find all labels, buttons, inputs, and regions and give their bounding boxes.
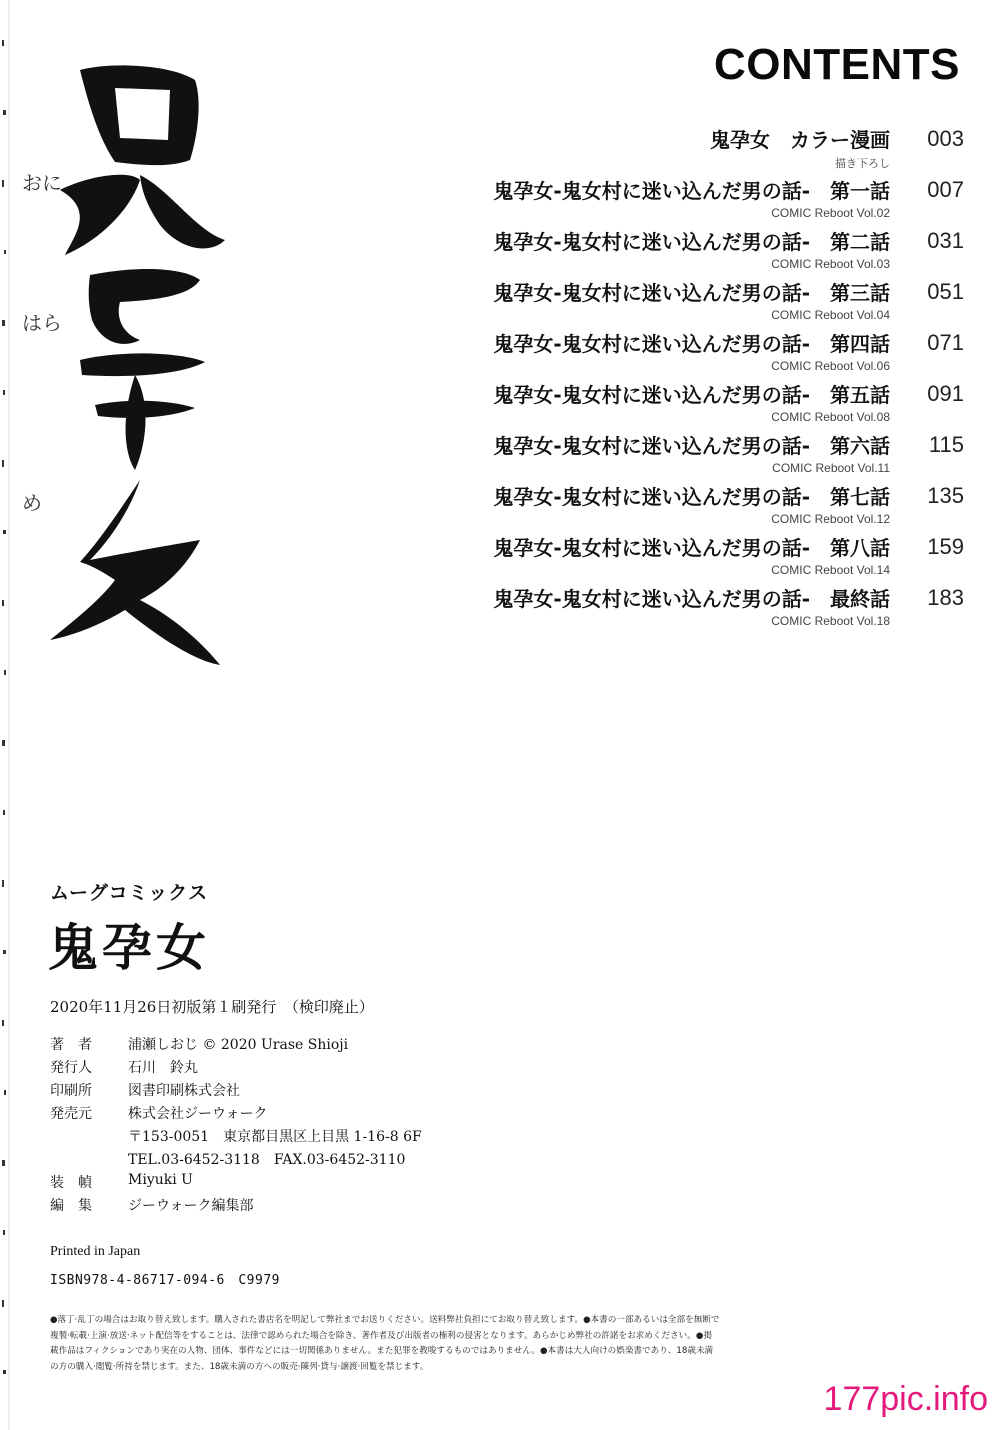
toc-entry: [440, 426, 970, 477]
toc-entry: [440, 324, 970, 375]
toc-entry-title: 鬼孕女-鬼女村に迷い込んだ男の話- 第二話: [493, 230, 890, 254]
toc-entry-page: 183: [927, 585, 964, 610]
toc-entry-page: 007: [927, 177, 964, 202]
printed-in: Printed in Japan: [50, 1244, 141, 1259]
toc-entry: [440, 477, 970, 528]
reading-hara: はら: [22, 311, 62, 335]
contents-heading: CONTENTS: [714, 40, 960, 89]
toc-entry-source: COMIC Reboot Vol.11: [772, 461, 890, 475]
toc-entry-page: 003: [927, 126, 964, 151]
toc-entry-title: 鬼孕女-鬼女村に迷い込んだ男の話- 第一話: [493, 179, 890, 203]
watermark: 177pic.info: [823, 1380, 988, 1418]
toc-entry-page: 091: [927, 381, 964, 406]
toc-entry-source: 描き下ろし: [835, 157, 890, 170]
toc-entry-title: 鬼孕女-鬼女村に迷い込んだ男の話- 第八話: [493, 536, 890, 560]
credit-label: 印刷所: [50, 1083, 92, 1099]
credit-row: [50, 1103, 550, 1126]
toc-entry: [440, 528, 970, 579]
toc-entry-source: COMIC Reboot Vol.03: [771, 257, 890, 271]
toc-entry-title: 鬼孕女-鬼女村に迷い込んだ男の話- 第四話: [493, 332, 890, 356]
toc-entry: [440, 273, 970, 324]
publication-date: 2020年11月26日初版第１刷発行 （検印廃止）: [50, 998, 374, 1016]
calligraphy-title: [20, 40, 235, 670]
credit-label: 著 者: [50, 1037, 92, 1053]
toc-entry-source: COMIC Reboot Vol.06: [771, 359, 890, 373]
toc-entry-source: COMIC Reboot Vol.08: [771, 410, 890, 424]
binding-edge: [0, 0, 14, 1430]
toc-entry-page: 159: [927, 534, 964, 559]
legal-notice: ●落丁·乱丁の場合はお取り替え致します。購入された書店名を明記して弊社までお送りください。送料弊社負担にてお取り替え致します。●本書の一部あるいは全部を無断で複製·転載·上演·放送·ネット配信等をすることは、法律で認められた場合を除き、著作者及び出版者の権利の侵害となります。あらかじめ弊社の許諾をお求めください。●掲載作品はフィクションであり実在の人物、団体、事件などには一切関係ありません。また犯罪を教唆するものではありません。●本書は大人向けの娯楽書であり、18歳未満の方の購入·閲覧·所持を禁じます。また、18歳未満の方への販売·陳列·貸与·譲渡·回覧を禁じます。: [50, 1315, 720, 1372]
toc-entry-page: 031: [927, 228, 964, 253]
toc-entry-title: 鬼孕女-鬼女村に迷い込んだ男の話- 第七話: [493, 485, 890, 509]
toc-entry-title: 鬼孕女-鬼女村に迷い込んだ男の話- 第三話: [493, 281, 890, 305]
credit-row: [50, 1172, 550, 1195]
credit-value: 株式会社ジーウォーク: [128, 1106, 268, 1122]
credit-value: Miyuki U: [128, 1172, 193, 1188]
credit-label: 発売元: [50, 1106, 92, 1122]
toc-entry-page: 051: [927, 279, 964, 304]
toc-entry-source: COMIC Reboot Vol.14: [771, 563, 890, 577]
credit-value: 石川 鈴丸: [128, 1060, 198, 1076]
isbn-code: ISBN978-4-86717-094-6 C9979: [50, 1273, 280, 1288]
credit-value: 図書印刷株式会社: [128, 1083, 240, 1099]
toc-entry: [440, 171, 970, 222]
book-title: 鬼孕女: [48, 919, 210, 977]
credit-label: 編 集: [50, 1198, 92, 1214]
credit-value: TEL.03-6452-3118 FAX.03-6452-3110: [128, 1152, 406, 1168]
credit-value: 浦瀬しおじ © 2020 Urase Shioji: [128, 1037, 349, 1053]
toc-entry-title: 鬼孕女 カラー漫画: [710, 128, 890, 152]
reading-oni: おに: [22, 171, 62, 195]
table-of-contents: [440, 120, 970, 630]
credit-value: ジーウォーク編集部: [128, 1198, 254, 1214]
toc-entry-source: COMIC Reboot Vol.18: [771, 614, 890, 628]
toc-entry: [440, 222, 970, 273]
calligraphy-brush-art: [20, 40, 235, 670]
credit-value: 〒153-0051 東京都目黒区上目黒 1-16-8 6F: [128, 1129, 422, 1145]
credit-row: [50, 1149, 550, 1172]
toc-entry: [440, 579, 970, 630]
toc-entry: [440, 375, 970, 426]
credit-row: [50, 1034, 550, 1057]
credit-label: 装 幀: [50, 1175, 92, 1191]
toc-entry-source: COMIC Reboot Vol.02: [771, 206, 890, 220]
credit-row: [50, 1195, 550, 1218]
toc-entry-source: COMIC Reboot Vol.04: [771, 308, 890, 322]
credit-row: [50, 1080, 550, 1103]
credit-row: [50, 1057, 550, 1080]
toc-entry-title: 鬼孕女-鬼女村に迷い込んだ男の話- 第六話: [493, 434, 890, 458]
binding-edge-marks: [0, 0, 14, 1430]
credit-label: 発行人: [50, 1060, 92, 1076]
toc-entry-page: 071: [927, 330, 964, 355]
credits-list: [50, 1034, 550, 1218]
toc-entry-page: 135: [927, 483, 964, 508]
series-label: ムーグコミックス: [50, 882, 209, 904]
toc-entry-page: 115: [928, 432, 964, 457]
reading-me: め: [22, 491, 42, 515]
toc-entry-source: COMIC Reboot Vol.12: [771, 512, 890, 526]
toc-entry-title: 鬼孕女-鬼女村に迷い込んだ男の話- 第五話: [493, 383, 890, 407]
toc-entry-title: 鬼孕女-鬼女村に迷い込んだ男の話- 最終話: [493, 587, 890, 611]
toc-entry: [440, 120, 970, 171]
credit-row: [50, 1126, 550, 1149]
